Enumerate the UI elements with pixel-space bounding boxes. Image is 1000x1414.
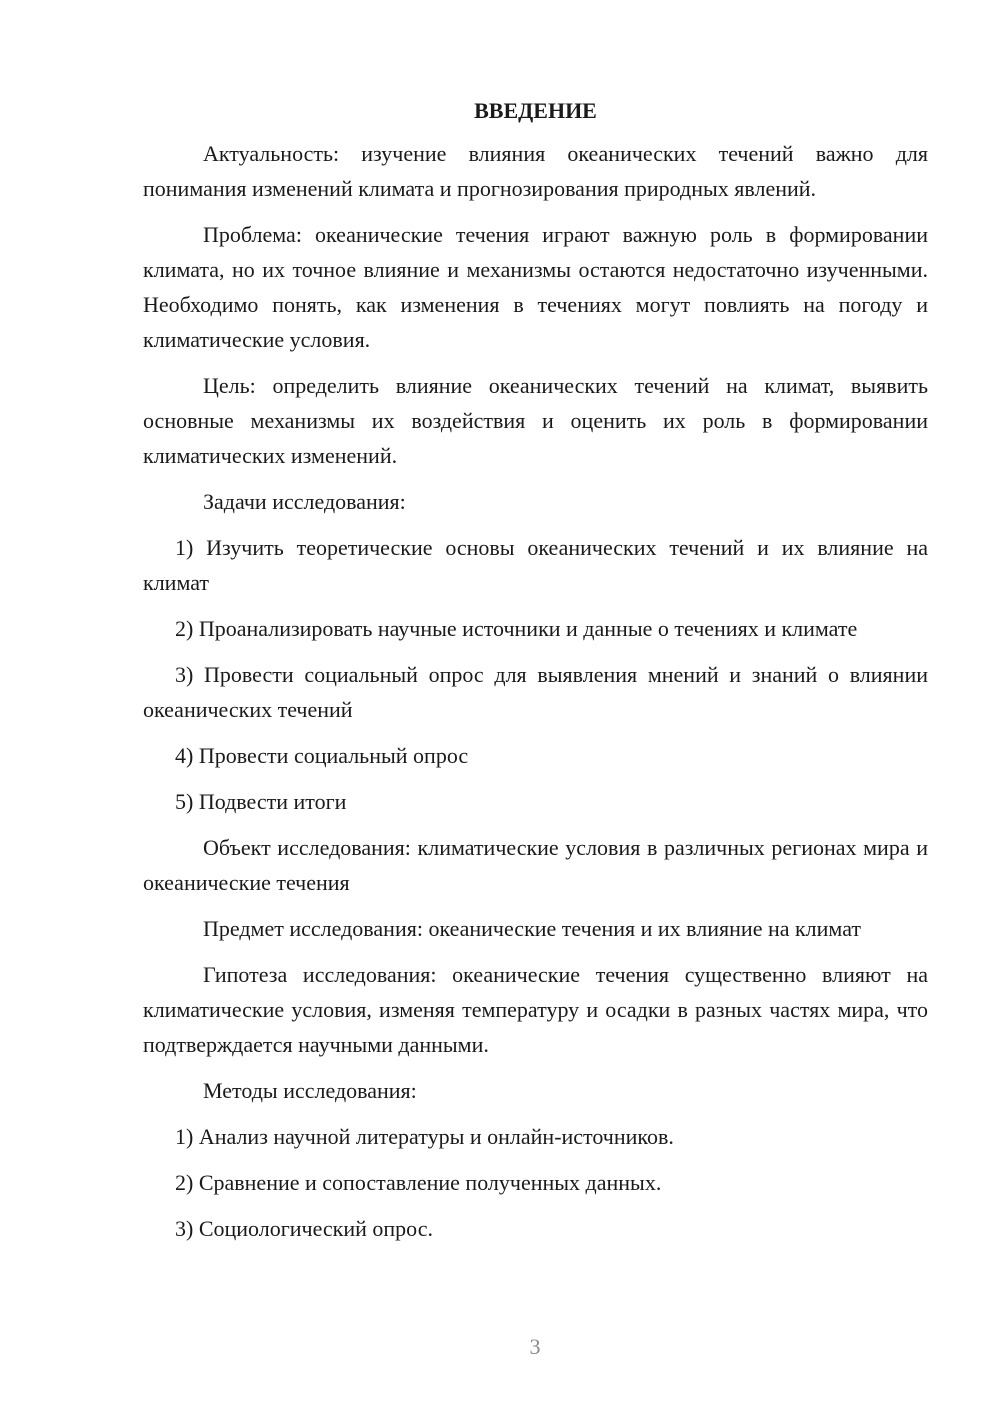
tasks-list xyxy=(143,530,928,819)
task-item: 3) Провести социальный опрос для выявления мнений и знаний о влиянии океанических течений xyxy=(143,662,928,722)
method-item: 2) Сравнение и сопоставление полученных данных. xyxy=(175,1170,662,1195)
method-item: 3) Социологический опрос. xyxy=(175,1216,433,1241)
problem-paragraph: Проблема: океанические течения играют важную роль в формировании климата, но их точное влияние и механизмы остаются недостаточно изученными. Необходимо понять, как изменения в течениях могут повлиять на погоду и климатические условия. xyxy=(143,222,928,352)
subject-paragraph: Предмет исследования: океанические течения и их влияние на климат xyxy=(203,916,862,941)
relevance-paragraph: Актуальность: изучение влияния океанических течений важно для понимания изменений климата и прогнозирования природных явлений. xyxy=(143,141,928,201)
task-item: 1) Изучить теоретические основы океанических течений и их влияние на климат xyxy=(143,535,928,595)
object-paragraph: Объект исследования: климатические условия в различных регионах мира и океанические течения xyxy=(143,835,928,895)
goal-paragraph: Цель: определить влияние океанических течений на климат, выявить основные механизмы их воздействия и оценить их роль в формировании климатических изменений. xyxy=(143,373,928,468)
methods-list xyxy=(143,1119,928,1246)
task-item: 5) Подвести итоги xyxy=(175,789,347,814)
methods-title: Методы исследования: xyxy=(203,1078,417,1103)
document-body xyxy=(143,96,928,1257)
task-item: 4) Провести социальный опрос xyxy=(175,743,469,768)
tasks-title: Задачи исследования: xyxy=(203,489,406,514)
method-item: 1) Анализ научной литературы и онлайн-источников. xyxy=(175,1124,674,1149)
hypothesis-paragraph: Гипотеза исследования: океанические течения существенно влияют на климатические условия, изменяя температуру и осадки в разных частях мира, что подтверждается научными данными. xyxy=(143,962,928,1057)
task-item: 2) Проанализировать научные источники и данные о течениях и климате xyxy=(175,616,858,641)
section-heading: ВВЕДЕНИЕ xyxy=(474,98,597,123)
page-number: 3 xyxy=(529,1334,541,1359)
